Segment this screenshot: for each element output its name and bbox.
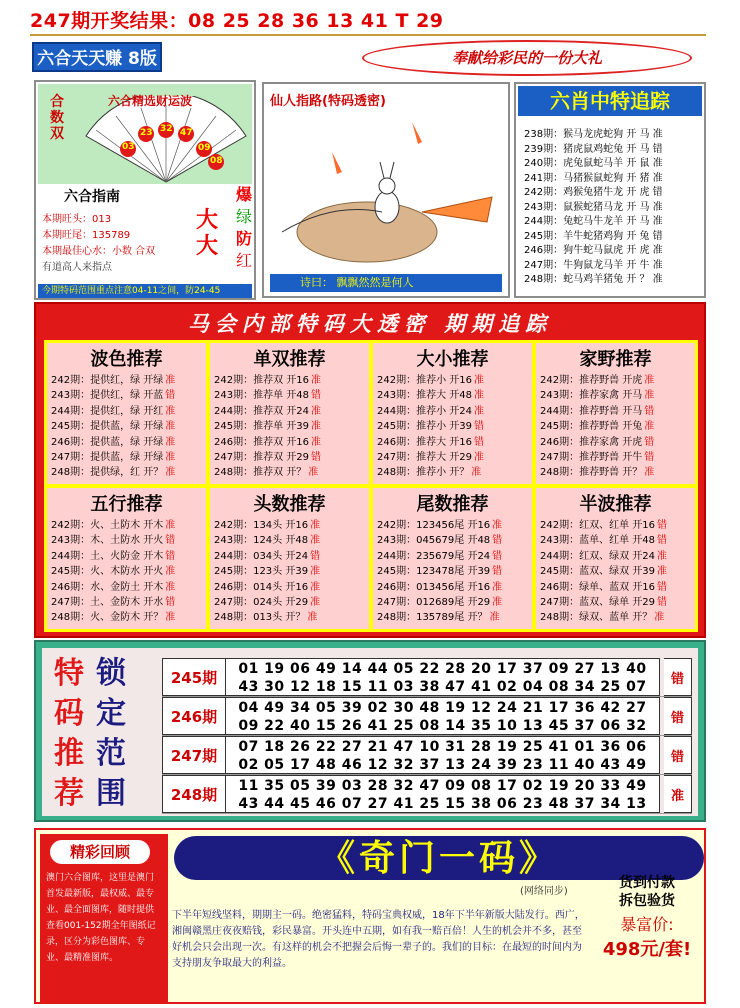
- guide-panel: [34, 80, 256, 300]
- row-result: 错: [311, 452, 321, 464]
- row-result: 准: [492, 581, 503, 593]
- cell-row: [540, 373, 691, 388]
- row-text: 243期：推荐家禽 开马: [540, 390, 643, 402]
- row-text: 242期：火、土防木 开木: [51, 520, 164, 531]
- range-footer: 今期特码范围重点注意04-11之间，防24-45: [38, 284, 252, 298]
- row-result: 准: [310, 597, 321, 609]
- row-text: 248期：推荐双 开？: [214, 467, 307, 479]
- zodiac-row: 240期：虎兔鼠蛇马羊 开 鼠 准: [524, 158, 663, 169]
- row-result: 准: [644, 375, 655, 386]
- guide-line: 本期最佳心水：小数 合双: [42, 246, 156, 257]
- cell-row: [540, 610, 691, 625]
- row-result: 准: [310, 520, 321, 531]
- label-char: 范: [96, 736, 126, 771]
- row-result: 准: [657, 566, 667, 578]
- result-label: 错: [664, 697, 692, 735]
- row-text: 247期：土、金防木 开水: [51, 597, 164, 609]
- row-text: 244期：034头 开24: [214, 550, 309, 562]
- row-text: 244期：提供红，绿 开红: [51, 405, 164, 417]
- recommend-cell: [210, 343, 369, 484]
- row-text: 245期：推荐单 开39: [214, 421, 309, 433]
- zodiac-row: 242期：鸡猴兔猪牛龙 开 虎 错: [524, 187, 663, 198]
- row-text: 242期：提供红，绿 开绿: [51, 375, 164, 386]
- lock-range-section: [34, 640, 706, 822]
- cell-row: [214, 518, 365, 533]
- review-text: 澳门六合图库，这里是澳门首发最新版，最权威、最专业、最全面图库，随时提供查看001-152期全年图纸记录，区分为彩色图库、专业、最精准图库。: [46, 873, 156, 963]
- row-result: 准: [644, 390, 655, 402]
- cell-row: [540, 580, 691, 595]
- row-text: 245期：推荐野兽 开兔: [540, 421, 643, 433]
- zodiac-row: 246期：狗牛蛇马鼠虎 开 虎 准: [524, 245, 663, 256]
- row-result: 错: [492, 566, 503, 578]
- row-text: 245期：123头 开39: [214, 566, 309, 578]
- row-text: 247期：推荐野兽 开牛: [540, 452, 643, 464]
- fan-box: [38, 84, 252, 184]
- number-list: [226, 697, 660, 735]
- row-text: 244期：推荐双 开24: [214, 405, 309, 417]
- row-text: 244期：推荐野兽 开马: [540, 405, 643, 417]
- row-result: 准: [308, 467, 319, 479]
- poem: 诗曰： 飘飘然然是何人: [270, 274, 502, 292]
- cell-row: [214, 580, 365, 595]
- hint-panel: [262, 82, 510, 298]
- cell-title: 单双推荐: [253, 349, 326, 370]
- row-result: 错: [644, 436, 655, 448]
- zodiac-row: 243期：鼠猴蛇猪马龙 开 马 准: [524, 201, 663, 213]
- cell-row: [214, 595, 365, 610]
- guide-line: 本期旺头：013: [42, 214, 112, 225]
- cell-row: [51, 533, 202, 548]
- zodiac-row: 241期：马猪猴鼠蛇狗 开 猪 准: [524, 172, 663, 184]
- result-label: 准: [664, 775, 692, 813]
- row-result: 准: [644, 467, 655, 479]
- issue-label: 246期: [162, 697, 226, 735]
- zodiac-row: 239期：猪虎鼠鸡蛇兔 开 马 错: [524, 143, 663, 155]
- guide-title: 六合指南: [64, 189, 120, 205]
- banner-title: 《奇门一码》: [174, 836, 704, 880]
- cell-row: [51, 419, 202, 434]
- cell-row: [51, 388, 202, 403]
- row-result: 准: [474, 390, 484, 402]
- row-text: 242期：推荐双 开16: [214, 375, 309, 386]
- row-result: 错: [644, 405, 655, 417]
- number-line: 43 44 45 46 07 27 41 25 15 38 06 23 48 37 34 13: [238, 796, 647, 812]
- row-result: 准: [311, 421, 321, 433]
- fan-number: 03: [122, 142, 135, 152]
- label-char: 特: [54, 656, 84, 691]
- recommend-cell: [47, 488, 206, 629]
- cell-row: [214, 388, 365, 403]
- cell-title: 尾数推荐: [416, 494, 489, 515]
- row-result: 准: [165, 612, 176, 624]
- cell-row: [540, 388, 691, 403]
- row-text: 242期：推荐野兽 开虎: [540, 375, 643, 386]
- guide-line: 本期旺尾：135789: [42, 230, 131, 241]
- row-result: 准: [310, 581, 321, 593]
- row-text: 244期：推荐小 开24: [377, 405, 472, 417]
- big-char: 大: [196, 234, 219, 259]
- number-line: 04 49 34 05 39 02 30 48 19 12 24 21 17 36 42 27: [238, 700, 647, 716]
- row-result: 错: [310, 550, 321, 562]
- fan-number: 23: [140, 128, 153, 138]
- row-text: 247期：024头 开29: [214, 597, 309, 609]
- issue-label: 248期: [162, 775, 226, 813]
- cell-row: [540, 595, 691, 610]
- row-result: 准: [310, 566, 321, 578]
- cell-row: [377, 435, 528, 450]
- promo-cod: 货到付款: [619, 875, 675, 891]
- lock-range-label: [52, 654, 142, 816]
- row-result: 错: [657, 535, 667, 547]
- cell-row: [51, 404, 202, 419]
- cell-row: [540, 404, 691, 419]
- heshu-label: 合数双: [50, 94, 64, 142]
- review-title: 精彩回顾: [50, 840, 150, 864]
- hint-title: 仙人指路(特码透密): [270, 94, 386, 109]
- cell-row: [214, 549, 365, 564]
- row-result: 错: [657, 520, 667, 531]
- cell-row: [51, 435, 202, 450]
- row-text: 246期：绿单、蓝双 开16: [540, 581, 655, 593]
- row-text: 246期：推荐双 开16: [214, 436, 309, 448]
- cell-row: [214, 610, 365, 625]
- row-text: 247期：012689尾 开29: [377, 597, 491, 609]
- cell-row: [214, 533, 365, 548]
- label-char: 锁: [96, 656, 126, 691]
- label-char: 推: [54, 736, 84, 771]
- ad-section: [34, 828, 706, 1004]
- cell-title: 五行推荐: [90, 494, 163, 515]
- cell-row: [540, 465, 691, 480]
- row-result: 错: [311, 390, 321, 402]
- row-text: 243期：推荐大 开48: [377, 390, 472, 402]
- cell-row: [377, 404, 528, 419]
- row-text: 246期：推荐家禽 开虎: [540, 436, 643, 448]
- row-text: 244期：红双、绿双 开24: [540, 550, 655, 562]
- label-char: 定: [96, 696, 126, 731]
- row-result: 错: [165, 550, 176, 562]
- label-char: 围: [96, 776, 126, 811]
- row-result: 错: [165, 535, 176, 547]
- row-result: 准: [474, 452, 484, 464]
- row-text: 247期：提供蓝，绿 开绿: [51, 452, 164, 464]
- row-text: 247期：蓝双、绿单 开29: [540, 597, 655, 609]
- cell-row: [377, 373, 528, 388]
- row-result: 错: [657, 597, 667, 609]
- cell-title: 波色推荐: [90, 349, 163, 370]
- row-text: 244期：235679尾 开24: [377, 550, 491, 562]
- cell-row: [377, 518, 528, 533]
- row-result: 准: [474, 375, 484, 386]
- recommend-cell: [47, 343, 206, 484]
- row-text: 242期：123456尾 开16: [377, 520, 491, 531]
- row-text: 248期：135789尾 开？: [377, 612, 488, 624]
- cell-title: 大小推荐: [416, 349, 489, 370]
- row-result: 错: [474, 436, 484, 448]
- result-label: 错: [664, 658, 692, 696]
- row-text: 248期：绿双、蓝单 开？: [540, 612, 653, 624]
- issue-label: 245期: [162, 658, 226, 696]
- cell-row: [51, 595, 202, 610]
- row-result: 错: [165, 390, 176, 402]
- number-line: 01 19 06 49 14 44 05 22 28 20 17 37 09 27 13 40: [238, 661, 647, 677]
- row-result: 准: [474, 405, 484, 417]
- cell-row: [214, 419, 365, 434]
- cell-row: [51, 465, 202, 480]
- row-result: 准: [644, 421, 655, 433]
- row-text: 248期：013头 开？: [214, 612, 306, 624]
- row-result: 准: [654, 612, 665, 624]
- cell-row: [377, 533, 528, 548]
- row-text: 248期：推荐野兽 开？: [540, 467, 643, 479]
- row-result: 准: [165, 581, 176, 593]
- cell-row: [51, 549, 202, 564]
- row-text: 248期：火、金防木 开？: [51, 612, 164, 624]
- cell-row: [540, 549, 691, 564]
- row-result: 错: [644, 452, 655, 464]
- row-text: 243期：木、土防水 开火: [51, 535, 164, 547]
- cell-row: [51, 580, 202, 595]
- number-line: 07 18 26 22 27 21 47 10 31 28 19 25 41 01 36 06: [238, 739, 647, 755]
- promo-box: [592, 874, 702, 1000]
- brand-label: 六合天天赚 8版: [32, 42, 162, 72]
- row-result: 准: [165, 421, 176, 433]
- cell-row: [377, 419, 528, 434]
- lock-row: [162, 775, 692, 814]
- recommend-cell: [373, 343, 532, 484]
- zodiac-row: 245期：羊牛蛇猪鸡狗 开 兔 错: [524, 230, 663, 242]
- cell-row: [214, 465, 365, 480]
- rabbit-carrot-illustration: [272, 112, 502, 272]
- number-line: 02 05 17 48 46 12 32 37 13 24 39 23 11 40 43 49: [238, 757, 647, 773]
- cell-row: [377, 564, 528, 579]
- row-result: 准: [310, 535, 321, 547]
- zodiac-row: 238期：猴马龙虎蛇狗 开 马 准: [524, 129, 663, 140]
- row-text: 242期：推荐小 开16: [377, 375, 472, 386]
- fan-number: 09: [198, 143, 211, 153]
- promo-inspect: 拆包验货: [619, 893, 675, 909]
- big-chars: [196, 208, 218, 260]
- promo-price-label: 暴富价:: [620, 915, 674, 934]
- row-result: 错: [492, 550, 503, 562]
- row-text: 243期：124头 开48: [214, 535, 309, 547]
- cell-row: [214, 435, 365, 450]
- side-char: 防: [235, 229, 252, 248]
- row-result: 准: [492, 597, 503, 609]
- row-text: 247期：推荐大 开29: [377, 452, 472, 464]
- cell-row: [214, 450, 365, 465]
- row-text: 248期：推荐小 开？: [377, 467, 470, 479]
- row-text: 245期：推荐小 开39: [377, 421, 472, 433]
- row-result: 错: [492, 535, 503, 547]
- side-char: 红: [235, 251, 252, 270]
- row-text: 246期：提供蓝，绿 开绿: [51, 436, 164, 448]
- cell-row: [377, 580, 528, 595]
- row-result: 准: [657, 550, 667, 562]
- row-text: 242期：红双、红单 开16: [540, 520, 655, 531]
- section-title: 马会内部特码大透密 期期追踪: [187, 311, 553, 336]
- cell-row: [214, 564, 365, 579]
- lock-range-inner: [42, 648, 698, 816]
- number-line: 43 30 12 18 15 11 03 38 47 41 02 04 08 34 25 07: [238, 679, 647, 695]
- cell-row: [51, 610, 202, 625]
- row-result: 准: [165, 520, 176, 531]
- cell-row: [51, 373, 202, 388]
- ad-description: 下半年短线坚料，期期主一码。绝密猛料，特码宝典权威，18年下半年新版大陆发行。西广，湘闽赣黑庄夜夜赔钱，彩民暴富。开头连中五期，如有我一赔百倍！人生的机会并不多，甚至好机会只会出现一次。有这样的机会不把握会后悔一辈子的。我们的目标：在最短的时间内为支持朋友争取最大的利益。: [172, 910, 585, 969]
- cell-row: [540, 450, 691, 465]
- row-text: 243期：蓝单、红单 开48: [540, 535, 655, 547]
- row-result: 准: [165, 436, 176, 448]
- row-result: 准: [311, 375, 321, 386]
- row-result: 准: [311, 405, 321, 417]
- label-char: 码: [54, 696, 84, 731]
- promo-price: 498元/套!: [602, 939, 692, 960]
- row-result: 准: [307, 612, 318, 624]
- row-text: 246期：014头 开16: [214, 581, 309, 593]
- cell-row: [377, 610, 528, 625]
- divider: [30, 34, 706, 36]
- cell-row: [377, 595, 528, 610]
- cell-row: [214, 373, 365, 388]
- zodiac-panel: [514, 82, 706, 298]
- number-list: [226, 736, 660, 774]
- row-text: 248期：提供绿，红 开？: [51, 467, 164, 479]
- fan-number: 32: [160, 124, 173, 134]
- row-text: 245期：蓝双、绿双 开39: [540, 566, 655, 578]
- cell-row: [377, 388, 528, 403]
- cell-row: [51, 518, 202, 533]
- row-result: 准: [492, 520, 503, 531]
- cell-row: [377, 450, 528, 465]
- network-sync: (网络同步): [520, 886, 568, 897]
- zodiac-row: 248期：蛇马鸡羊猪兔 开 ？ 准: [524, 274, 663, 285]
- row-text: 247期：推荐双 开29: [214, 452, 309, 464]
- lock-row: [162, 736, 692, 775]
- row-result: 错: [165, 597, 176, 609]
- row-text: 243期：045679尾 开48: [377, 535, 491, 547]
- fan-number: 47: [180, 128, 193, 138]
- row-result: 准: [165, 452, 176, 464]
- result-header: 247期开奖结果：08 25 28 36 13 41 T 29: [30, 10, 444, 32]
- cell-title: 半波推荐: [579, 494, 652, 515]
- row-result: 错: [474, 421, 484, 433]
- cell-row: [540, 518, 691, 533]
- slogan: 奉献给彩民的一份大礼: [362, 40, 692, 76]
- recommend-section: [34, 302, 706, 638]
- row-text: 243期：推荐单 开48: [214, 390, 309, 402]
- row-text: 246期：013456尾 开16: [377, 581, 491, 593]
- row-result: 准: [165, 467, 176, 479]
- promo-line: [592, 874, 702, 910]
- row-result: 准: [165, 566, 176, 578]
- lock-row: [162, 658, 692, 697]
- row-result: 准: [471, 467, 482, 479]
- row-result: 错: [657, 581, 667, 593]
- guide-line: 有道高人来指点: [42, 262, 112, 273]
- number-line: 11 35 05 39 03 28 32 47 09 08 17 02 19 20 33 49: [238, 778, 647, 794]
- recommend-grid: [44, 340, 698, 632]
- recommend-cell: [536, 343, 695, 484]
- cell-row: [214, 404, 365, 419]
- number-line: 09 22 40 15 26 41 25 08 14 35 10 13 45 37 06 32: [238, 718, 647, 734]
- row-text: 245期：123478尾 开39: [377, 566, 491, 578]
- row-text: 244期：土、火防金 开木: [51, 550, 164, 562]
- cell-title: 头数推荐: [253, 494, 326, 515]
- cell-title: 家野推荐: [579, 349, 652, 370]
- row-result: 准: [489, 612, 500, 624]
- cell-row: [377, 549, 528, 564]
- zodiac-row: 244期：兔蛇马牛龙羊 开 马 准: [524, 216, 663, 227]
- zodiac-row: 247期：牛狗鼠龙马羊 开 牛 准: [524, 259, 663, 271]
- row-result: 准: [165, 405, 176, 417]
- cell-row: [540, 533, 691, 548]
- row-result: 准: [311, 436, 321, 448]
- recommend-cell: [210, 488, 369, 629]
- cell-row: [51, 564, 202, 579]
- row-text: 242期：134头 开16: [214, 520, 309, 531]
- fan-number: 08: [210, 156, 223, 166]
- lock-rows: [162, 658, 692, 814]
- recommend-cell: [373, 488, 532, 629]
- cell-row: [51, 450, 202, 465]
- row-text: 245期：火、木防水 开火: [51, 566, 164, 578]
- number-list: [226, 775, 660, 813]
- review-box: [40, 834, 168, 1002]
- row-result: 准: [165, 375, 176, 386]
- row-text: 246期：推荐大 开16: [377, 436, 472, 448]
- row-text: 246期：水、金防土 开木: [51, 581, 164, 593]
- cell-row: [377, 465, 528, 480]
- lock-row: [162, 697, 692, 736]
- fan-icon: [76, 96, 256, 186]
- side-chars: [234, 184, 254, 272]
- cell-row: [540, 435, 691, 450]
- big-char: 大: [196, 208, 219, 233]
- label-char: 荐: [54, 776, 84, 811]
- number-list: [226, 658, 660, 696]
- side-char: 绿: [235, 207, 252, 226]
- issue-label: 247期: [162, 736, 226, 774]
- cell-row: [540, 419, 691, 434]
- result-label: 错: [664, 736, 692, 774]
- recommend-cell: [536, 488, 695, 629]
- zodiac-title: 六肖中特追踪: [518, 86, 702, 116]
- row-text: 243期：提供红，绿 开蓝: [51, 390, 164, 402]
- row-text: 245期：提供蓝，绿 开绿: [51, 421, 164, 433]
- side-char: 爆: [235, 185, 252, 204]
- fan-title: 六合精选财运波: [108, 94, 193, 108]
- cell-row: [540, 564, 691, 579]
